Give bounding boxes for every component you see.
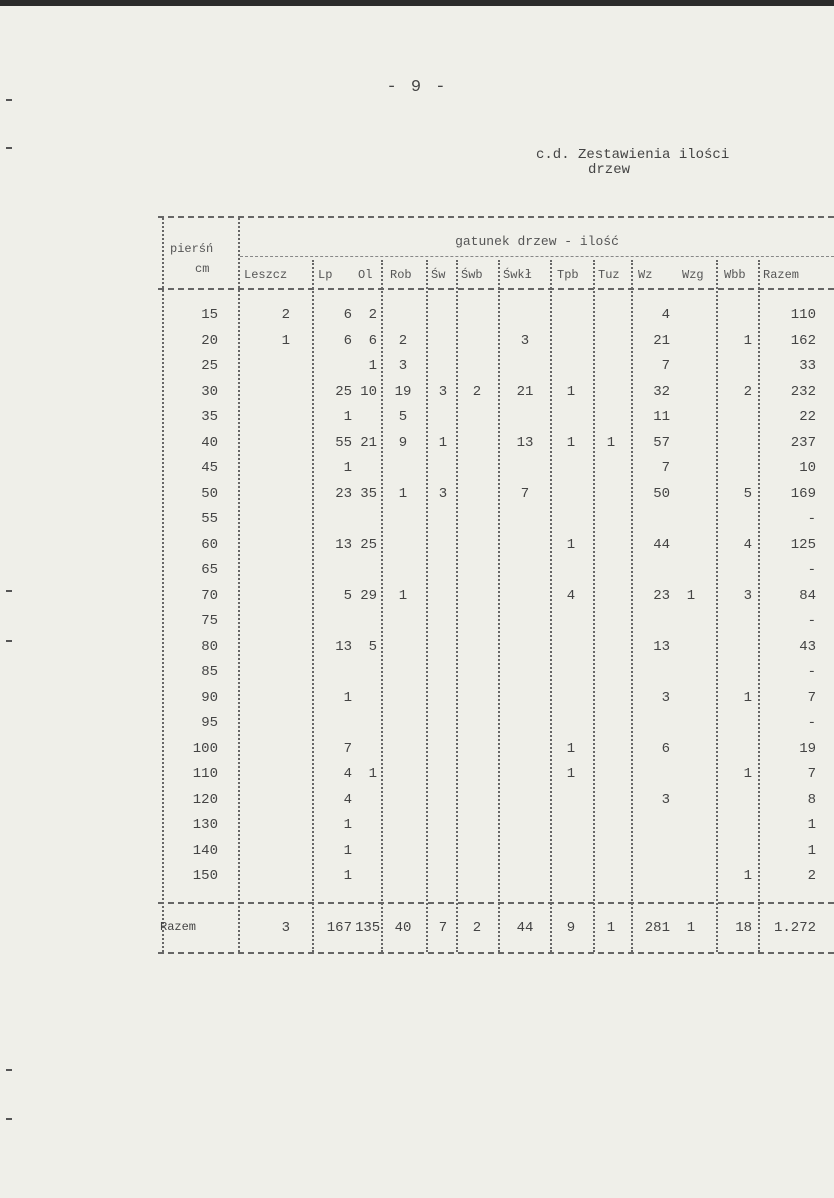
cell-wz: 32 [653,383,670,400]
cell-razem: 22 [799,409,816,425]
document-heading [536,148,796,178]
cell-diameter: 30 [201,383,218,400]
cell-diameter: 140 [192,842,218,859]
cell-rob: 19 [394,383,412,400]
cell-wz: 50 [653,485,670,502]
cell-razem: 162 [790,332,816,349]
table-row [0,460,834,484]
cell-swkl: 3 [520,332,530,349]
total-wbb: 18 [735,920,752,936]
cell-sw: 3 [438,485,448,502]
table-row [0,690,834,714]
cell-tpb: 1 [566,536,576,553]
cell-razem: 33 [799,358,816,374]
table-bottom-rule [158,952,834,954]
cell-leszcz: 1 [281,332,290,349]
table-row [0,409,834,433]
table-row [0,843,834,867]
header-tuz: Tuz [598,268,620,282]
cell-lp: 1 [343,409,352,425]
cell-lp: 23 [335,485,352,502]
cell-razem: 237 [790,434,816,451]
cell-lp: 55 [335,434,352,451]
total-tuz: 1 [606,920,616,936]
cell-diameter: 120 [192,791,218,808]
cell-swkl: 7 [520,485,530,502]
cell-diameter: 150 [192,868,218,884]
heading-line-2: drzew [588,162,631,178]
cell-wzg: 1 [686,587,696,604]
cell-razem: 10 [799,460,816,476]
cell-sw: 1 [438,434,448,451]
header-species-group: gatunek drzew - ilość [455,234,619,249]
cell-wbb: 5 [743,485,752,502]
table-row [0,741,834,765]
table-row [0,486,834,510]
cell-razem: 8 [807,791,816,808]
table-row [0,817,834,841]
cell-ol: 1 [368,766,377,782]
cell-ol: 2 [368,307,377,323]
cell-lp: 1 [343,817,352,833]
total-razem: 1.272 [773,920,816,936]
cell-wz: 3 [661,791,670,808]
header-lp: Lp [318,268,333,282]
cell-razem: 169 [790,485,816,502]
cell-ol: 35 [360,485,377,502]
table-row [0,613,834,637]
header-wzg: Wzg [682,268,704,282]
cell-diameter: 65 [201,562,218,578]
cell-razem: 232 [790,383,816,400]
table-row [0,766,834,790]
total-swb: 2 [472,920,482,936]
cell-razem: 1 [807,842,816,859]
cell-diameter: 50 [201,485,218,502]
group-header-rule [240,256,834,257]
cell-razem: 125 [790,536,816,553]
cell-razem: 19 [799,740,816,757]
cell-lp: 1 [343,689,352,706]
table-row [0,664,834,688]
header-swb: Śwb [461,268,483,282]
total-leszcz: 3 [281,920,290,936]
cell-ol: 1 [368,358,377,374]
cell-diameter: 110 [192,766,218,782]
cell-diameter: 100 [192,740,218,757]
cell-wz: 21 [653,332,670,349]
total-swkl: 44 [516,920,534,936]
table-row [0,588,834,612]
header-tpb: Tpb [557,268,579,282]
cell-razem: 7 [807,689,816,706]
total-tpb: 9 [566,920,576,936]
cell-sw: 3 [438,383,448,400]
cell-razem: - [807,613,816,629]
cell-lp: 6 [343,307,352,323]
cell-razem: 43 [799,638,816,655]
cell-diameter: 55 [201,511,218,527]
table-row [0,868,834,892]
cell-wbb: 4 [743,536,752,553]
cell-wbb: 1 [743,868,752,884]
cell-wz: 6 [661,740,670,757]
cell-wbb: 1 [743,689,752,706]
cell-swkl: 13 [516,434,534,451]
cell-diameter: 80 [201,638,218,655]
cell-ol: 5 [368,638,377,655]
margin-mark [6,1118,12,1120]
cell-wz: 57 [653,434,670,451]
cell-ol: 25 [360,536,377,553]
header-razem: Razem [763,268,800,282]
header-ol: Ol [358,268,373,282]
cell-lp: 13 [335,536,352,553]
cell-lp: 5 [343,587,352,604]
table-top-rule [158,216,834,218]
cell-lp: 1 [343,842,352,859]
cell-razem: - [807,511,816,527]
cell-lp: 4 [343,766,352,782]
cell-tpb: 1 [566,766,576,782]
cell-razem: 7 [807,766,816,782]
header-swkl: Śwkł [503,268,532,282]
cell-ol: 10 [360,383,377,400]
total-lp: 167 [326,920,352,936]
cell-wz: 44 [653,536,670,553]
table-row [0,715,834,739]
total-wz: 281 [644,920,670,936]
cell-tpb: 4 [566,587,576,604]
total-label: Razem [160,920,197,934]
cell-tuz: 1 [606,434,616,451]
cell-wz: 11 [653,409,670,425]
cell-rob: 2 [398,332,408,349]
header-cm: cm [195,262,210,276]
header-leszcz: Leszcz [244,268,288,282]
cell-razem: - [807,562,816,578]
cell-ol: 6 [368,332,377,349]
cell-razem: 2 [807,868,816,884]
cell-lp: 4 [343,791,352,808]
cell-rob: 9 [398,434,408,451]
header-rob: Rob [390,268,412,282]
cell-diameter: 25 [201,358,218,374]
total-wzg: 1 [686,920,696,936]
cell-diameter: 90 [201,689,218,706]
page-number: - 9 - [386,78,448,97]
cell-diameter: 20 [201,332,218,349]
cell-wz: 13 [653,638,670,655]
header-bottom-rule [158,288,834,290]
cell-razem: - [807,715,816,731]
header-pierscien: pierśń [170,242,214,256]
cell-diameter: 75 [201,613,218,629]
cell-wbb: 3 [743,587,752,604]
cell-ol: 29 [360,587,377,604]
table-row [0,435,834,459]
table-row [0,562,834,586]
cell-diameter: 85 [201,664,218,680]
cell-swkl: 21 [516,383,534,400]
body-bottom-rule [158,902,834,904]
cell-lp: 1 [343,460,352,476]
table-row [0,639,834,663]
table-row [0,307,834,331]
cell-wbb: 2 [743,383,752,400]
cell-rob: 1 [398,485,408,502]
cell-diameter: 130 [192,817,218,833]
cell-swb: 2 [472,383,482,400]
cell-diameter: 45 [201,460,218,476]
header-wz: Wz [638,268,653,282]
cell-ol: 21 [360,434,377,451]
cell-wbb: 1 [743,332,752,349]
cell-diameter: 95 [201,715,218,731]
margin-mark [6,147,12,149]
cell-diameter: 60 [201,536,218,553]
total-row [0,920,834,944]
cell-lp: 6 [343,332,352,349]
cell-rob: 3 [398,358,408,374]
cell-razem: 84 [799,587,816,604]
table-row [0,384,834,408]
cell-wz: 7 [661,460,670,476]
cell-leszcz: 2 [281,307,290,323]
cell-lp: 13 [335,638,352,655]
cell-tpb: 1 [566,434,576,451]
total-sw: 7 [438,920,448,936]
cell-wz: 3 [661,689,670,706]
cell-wbb: 1 [743,766,752,782]
table-row [0,792,834,816]
heading-line-1: c.d. Zestawienia ilości [536,147,730,163]
cell-tpb: 1 [566,383,576,400]
table-row [0,333,834,357]
cell-diameter: 70 [201,587,218,604]
cell-wz: 23 [653,587,670,604]
table-row [0,537,834,561]
cell-tpb: 1 [566,740,576,757]
cell-lp: 7 [343,740,352,757]
cell-wz: 4 [661,307,670,323]
cell-razem: 110 [790,307,816,323]
total-ol: 135 [355,920,381,936]
cell-wz: 7 [661,358,670,374]
cell-lp: 1 [343,868,352,884]
cell-rob: 5 [398,409,408,425]
margin-mark [6,99,12,101]
total-rob: 40 [394,920,412,936]
document-page [0,6,834,1198]
cell-rob: 1 [398,587,408,604]
header-sw: Św [431,268,446,282]
margin-mark [6,1069,12,1071]
cell-lp: 25 [335,383,352,400]
table-row [0,511,834,535]
cell-diameter: 40 [201,434,218,451]
table-row [0,358,834,382]
cell-razem: 1 [807,817,816,833]
cell-diameter: 15 [201,307,218,323]
cell-razem: - [807,664,816,680]
cell-diameter: 35 [201,409,218,425]
header-wbb: Wbb [724,268,746,282]
